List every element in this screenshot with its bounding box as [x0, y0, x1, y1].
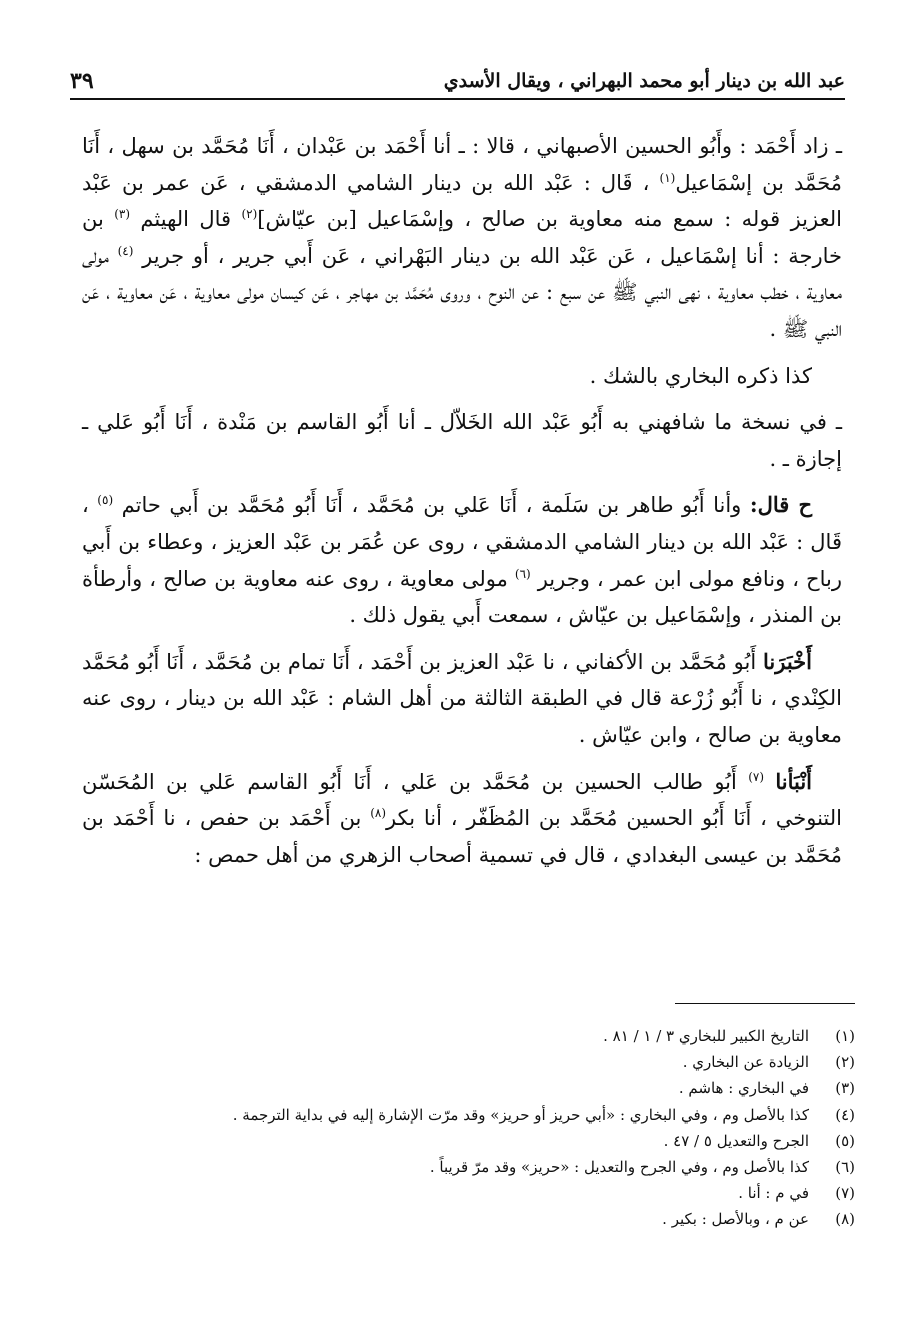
footnote-item — [70, 1049, 855, 1075]
footnote-number: (٣) — [835, 1079, 855, 1098]
text-run: ـ زاد أَحْمَد : وأَبُو الحسين الأصبهاني ، قالا : ـ أنا أَحْمَد بن عَبْدان ، أَنَا مُحَمَّد بن سهل ، أَنَا مُحَمَّد بن إسْمَاعيل — [82, 134, 843, 195]
footnote-item — [70, 1128, 855, 1154]
footnote-item — [70, 1154, 855, 1180]
footnote-text: التاريخ الكبير للبخاري ٣ / ١ / ٨١ . — [603, 1027, 809, 1045]
footnote-item — [70, 1102, 855, 1128]
paragraph — [82, 644, 842, 754]
footnote-text: كذا بالأصل وم ، وفي الجرح والتعديل : «حريز» وقد مرّ قريباً . — [429, 1158, 809, 1177]
footnote-number: (٧) — [835, 1184, 855, 1203]
footnote-text: في البخاري : هاشم . — [678, 1079, 809, 1098]
text-run: كذا ذكره البخاري بالشك . — [589, 363, 812, 388]
footnote-ref: (٨) — [370, 806, 387, 821]
footnote-ref: (٣) — [114, 207, 131, 222]
footnote-ref: (٤) — [117, 243, 134, 258]
footnote-text: عن م ، وبالأصل : بكير . — [662, 1210, 809, 1229]
paragraph-lead: أَخْبَرَنا — [763, 648, 812, 674]
text-run: بن خارجة : أنا إسْمَاعيل ، عَن عَبْد الله بن دينار البَهْراني ، عَن أَبي جرير ، أو جرير — [82, 207, 842, 268]
footnote-text: في م : أنا . — [738, 1184, 809, 1203]
footnote-ref: (٦) — [514, 566, 531, 581]
text-run: بن أَحْمَد بن حفص ، نا أَحْمَد بن مُحَمَّد بن عيسى البغدادي ، قال في تسمية أصحاب الزهري من أهل حمص : — [82, 806, 842, 867]
footnote-text: الجرح والتعديل ٥ / ٤٧ . — [663, 1131, 809, 1150]
footnote-ref: (٥) — [97, 493, 114, 508]
text-run: مولى معاوية ، روى عنه معاوية بن صالح ، وأرطأة بن المنذر ، وإسْمَاعيل بن عيّاش ، سمعت أَبي يقول ذلك . — [82, 566, 842, 628]
page-number: ٣٩ — [70, 68, 94, 94]
footnote-item — [70, 1180, 855, 1206]
footnote-text: كذا بالأصل وم ، وفي البخاري : «أبي حريز أو حريز» وقد مرّت الإشارة إليه في بداية الترجمة . — [232, 1105, 809, 1124]
text-run: قال الهيثم — [130, 207, 242, 232]
footnote-item — [70, 1023, 855, 1049]
footnote-ref: (١) — [659, 170, 676, 185]
footnote-number: (٦) — [835, 1158, 855, 1177]
footnote-ref: (٢) — [241, 207, 258, 222]
footnote-text: الزيادة عن البخاري . — [682, 1053, 809, 1072]
text-run: أَبُو مُحَمَّد بن الأكفاني ، نا عَبْد العزيز بن أَحْمَد ، أَنَا تمام بن مُحَمَّد ، أَنَا أَبُو مُحَمَّد الكِنْدي ، نا أَبُو زُرْعة قال في الطبقة الثالثة من أهل الشام : عَبْد الله بن دينار ، روى عنه معاوية بن صالح ، وابن عيّاش . — [82, 649, 842, 747]
footnote-item — [70, 1206, 855, 1232]
footnote-ref: (٧) — [748, 769, 765, 784]
footnote-number: (٤) — [835, 1105, 855, 1124]
footnote-item — [70, 1075, 855, 1101]
text-run: ، قَال : عَبْد الله بن دينار الشامي الدمشقي ، عَن عمر بن عَبْد العزيز قوله : سمع منه معاوية بن صالح ، وإسْمَاعيل [بن عيّاش] — [82, 170, 842, 232]
paragraph-lead: ح قال: — [749, 492, 812, 518]
footnote-number: (٥) — [835, 1131, 855, 1150]
footnote-number: (٨) — [835, 1210, 855, 1229]
running-title: عبد الله بن دينار أبو محمد البهراني ، ويقال الأسدي — [443, 70, 845, 92]
main-text — [82, 128, 842, 883]
text-run: ـ في نسخة ما شافهني به أَبُو عَبْد الله الخَلاّل ـ أنا أَبُو القاسم بن مَنْدة ، أَنَا أَبُو عَلي ـ إجازة ـ . — [82, 410, 842, 471]
paragraph-lead: أَنْبَأنا — [775, 768, 813, 794]
paragraph — [82, 128, 842, 348]
text-run: وأنا أَبُو طاهر بن سَلَمة ، أَنَا عَلي بن مُحَمَّد ، أَنَا أَبُو مُحَمَّد بن أَبي حاتم — [113, 493, 750, 518]
paragraph — [82, 764, 842, 874]
footnote-divider — [675, 1003, 855, 1004]
footnote-number: (٢) — [835, 1053, 855, 1072]
paragraph — [82, 358, 842, 395]
text-run: أَبُو طالب الحسين بن مُحَمَّد بن عَلي ، أَنَا أَبُو القاسم عَلي بن المُحَسّن التنوخي ، أَنَا أَبُو الحسين مُحَمَّد بن المُظَفّر ، أنا بكر — [82, 769, 842, 831]
text-run: مولى معاوية ، خطب معاوية ، نهى النبي ﷺ عن سبع : عن النوح ، وروى مُحَمَّد بن مهاجر ، عَن كيسان مولى معاوية ، عَن معاوية ، عَن النبي ﷺ . — [82, 243, 842, 341]
text-run: ، قَال : عَبْد الله بن دينار الشامي الدمشقي ، روى عن عُمَر بن عَبْد العزيز ، وعطاء بن أَبي رباح ، ونافع مولى ابن عمر ، وجرير — [82, 493, 842, 591]
paragraph — [82, 404, 842, 477]
text-run — [764, 770, 775, 794]
footnote-number: (١) — [835, 1027, 855, 1045]
page-header — [70, 54, 845, 100]
footnotes-list — [70, 1023, 855, 1233]
paragraph — [82, 487, 842, 633]
